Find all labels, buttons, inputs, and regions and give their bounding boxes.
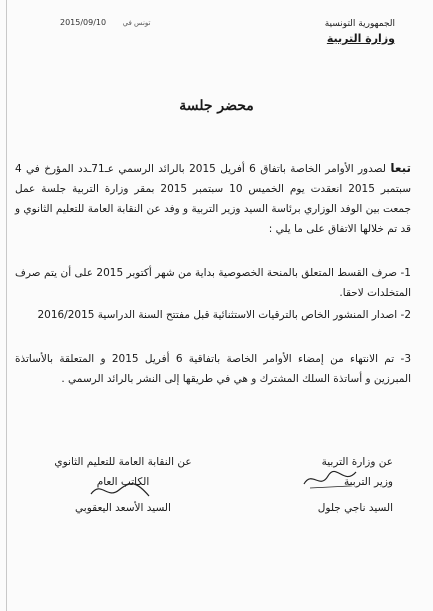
- handwritten-signature-union: [85, 478, 155, 504]
- ministry-signature-name: السيد ناجي جلول: [317, 502, 393, 514]
- page-title: محضر جلسة: [179, 98, 254, 114]
- intro-paragraph: [15, 158, 411, 239]
- union-signature-role: الكاتب العام: [96, 476, 150, 488]
- union-signature-name: السيد الأسعد اليعقوبي: [75, 502, 171, 514]
- agreement-item-3: 3- تم الانتهاء من إمضاء الأوامر الخاصة باتفاقية 6 أفريل 2015 و المتعلقة بالأساتذة المبرزين و أساتذة السلك المشترك و هي في طريقها إلى النشر بالرائد الرسمي .: [15, 353, 411, 385]
- handwritten-signature-ministry: [300, 466, 360, 492]
- ministry-signature-role: وزير التربية: [344, 476, 393, 488]
- place-label: تونس في: [122, 19, 151, 27]
- ministry-signature-org: عن وزارة التربية: [321, 456, 393, 468]
- union-signature-org: عن النقابة العامة للتعليم الثانوي: [54, 456, 192, 468]
- letterhead: [255, 18, 395, 45]
- intro-lead: تبعا: [390, 161, 411, 175]
- republic-label: الجمهورية التونسية: [324, 19, 395, 29]
- intro-text: لصدور الأوامر الخاصة باتفاق 6 أفريل 2015 بالرائد الرسمي عـ71ـدد المؤرخ في 4 سبتمبر 2015 انعقدت يوم الخميس 10 سبتمبر 2015 بمقر وزارة التربية جلسة عمل جمعت بين الوفد الوزاري برئاسة السيد وزير التربية و وفد عن النقابة العامة للتعليم الثانوي و قد تم خلالها الاتفاق على ما يلي :: [15, 163, 412, 235]
- page-edge: [6, 0, 7, 611]
- date-value: 2015/09/10: [60, 18, 107, 27]
- ministry-label: وزارة التربية: [326, 32, 395, 45]
- date-line: [60, 18, 160, 27]
- agreement-item-2: 2- اصدار المنشور الخاص بالترقيات الاستثنائية قبل مفتتح السنة الدراسية 2016/2015: [37, 309, 411, 321]
- agreement-item-1: 1- صرف القسط المتعلق بالمنحة الخصوصية بداية من شهر أكتوبر 2015 على أن يتم صرف المتخلدات لاحقا.: [15, 267, 411, 299]
